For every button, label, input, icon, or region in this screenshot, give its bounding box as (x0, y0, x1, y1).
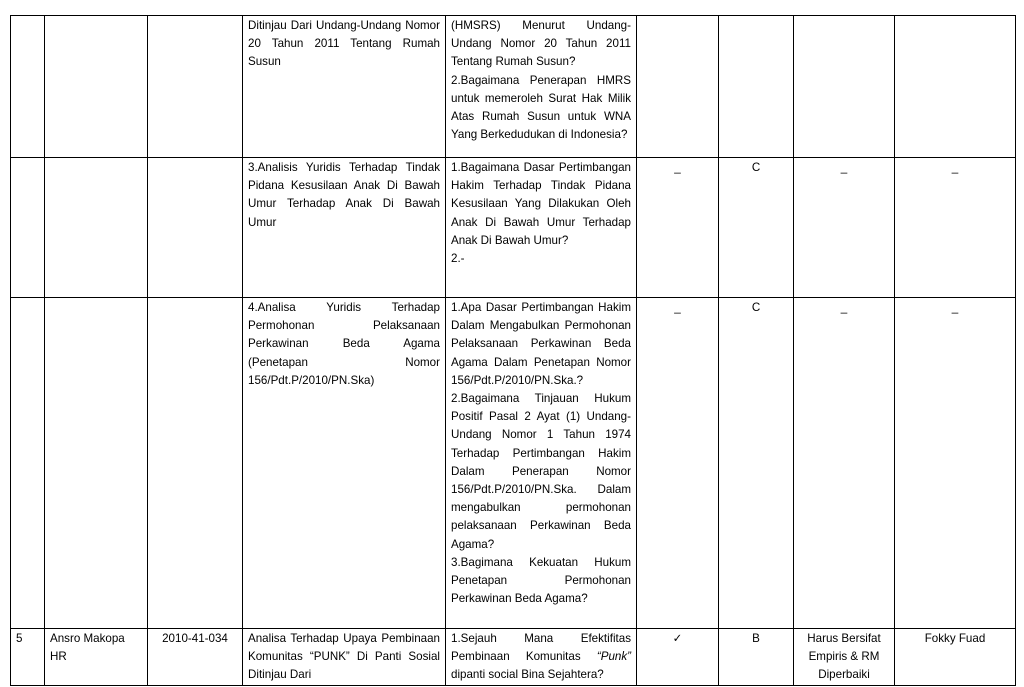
cell-title: 4.Analisa Yuridis Terhadap Permohonan Pelaksanaan Perkawinan Beda Agama (Penetapan Nomor 156/Pdt.P/2010/PN.Ska) (243, 298, 446, 629)
cell-grade: C (719, 298, 794, 629)
cell-title: 3.Analisis Yuridis Terhadap Tindak Pidana Kesusilaan Anak Di Bawah Umur Terhadap Anak Di Bawah Umur (243, 158, 446, 298)
cell-no (11, 298, 45, 629)
table-row (11, 158, 1016, 298)
question-text: 2.Bagaimana Tinjauan Hukum Positif Pasal 2 Ayat (1) Undang-Undang Nomor 1 Tahun 1974 Terhadap Pertimbangan Hakim Dalam Penerapan Nomor 156/Pdt.P/2010/PN.Ska. Dalam mengabulkan permohonan pelaksanaan Perkawinan Beda Agama? (451, 392, 631, 551)
cell-check: _ (637, 158, 719, 298)
cell-note: Harus Bersifat Empiris & RM Diperbaiki (794, 629, 895, 686)
cell-nim: 2010-41-034 (148, 629, 243, 686)
cell-advisor (895, 16, 1016, 158)
question-text: 2.Bagaimana Penerapan HMRS untuk memeroleh Surat Hak Milik Atas Rumah Susun untuk WNA Yang Berkedudukan di Indonesia? (451, 73, 631, 142)
cell-questions (446, 298, 637, 629)
cell-title: Analisa Terhadap Upaya Pembinaan Komunitas “PUNK” Di Panti Sosial Ditinjau Dari (243, 629, 446, 686)
question-text: 1.Bagaimana Dasar Pertimbangan Hakim Terhadap Tindak Pidana Kesusilaan Yang Dilakukan Oleh Anak Di Bawah Umur Terhadap Anak Di Bawah Umur? (451, 161, 631, 247)
cell-advisor: Fokky Fuad (895, 629, 1016, 686)
cell-grade: B (719, 629, 794, 686)
table-row (11, 298, 1016, 629)
cell-grade: C (719, 158, 794, 298)
cell-note (794, 16, 895, 158)
cell-check (637, 16, 719, 158)
cell-questions (446, 629, 637, 686)
cell-note: _ (794, 298, 895, 629)
cell-nim (148, 298, 243, 629)
cell-name (45, 16, 148, 158)
question-text: 1.Sejauh Mana Efektifitas Pembinaan Komunitas (451, 632, 631, 664)
cell-questions (446, 16, 637, 158)
cell-no (11, 16, 45, 158)
question-text: 1.Apa Dasar Pertimbangan Hakim Dalam Mengabulkan Permohonan Pelaksanaan Perkawinan Beda Agama Dalam Penetapan Nomor 156/Pdt.P/2010/PN.Ska.? (451, 301, 631, 387)
cell-advisor: _ (895, 158, 1016, 298)
cell-name (45, 298, 148, 629)
table-row (11, 16, 1016, 158)
cell-questions (446, 158, 637, 298)
question-text: dipanti social Bina Sejahtera? (451, 668, 604, 682)
question-text: (HMSRS) Menurut Undang-Undang Nomor 20 Tahun 2011 Tentang Rumah Susun? (451, 19, 631, 69)
cell-name (45, 158, 148, 298)
question-text: 2.- (451, 252, 465, 266)
cell-nim (148, 16, 243, 158)
cell-name: Ansro Makopa HR (45, 629, 148, 686)
cell-title: Ditinjau Dari Undang-Undang Nomor 20 Tahun 2011 Tentang Rumah Susun (243, 16, 446, 158)
cell-check: _ (637, 298, 719, 629)
cell-nim (148, 158, 243, 298)
table-row (11, 629, 1016, 686)
question-text: 3.Bagimana Kekuatan Hukum Penetapan Permohonan Perkawinan Beda Agama? (451, 555, 631, 606)
cell-advisor: _ (895, 298, 1016, 629)
cell-note: _ (794, 158, 895, 298)
cell-check: ✓ (637, 629, 719, 686)
question-italic-term: “Punk” (596, 650, 631, 664)
thesis-table (10, 15, 1016, 686)
cell-grade (719, 16, 794, 158)
cell-no (11, 158, 45, 298)
cell-no: 5 (11, 629, 45, 686)
